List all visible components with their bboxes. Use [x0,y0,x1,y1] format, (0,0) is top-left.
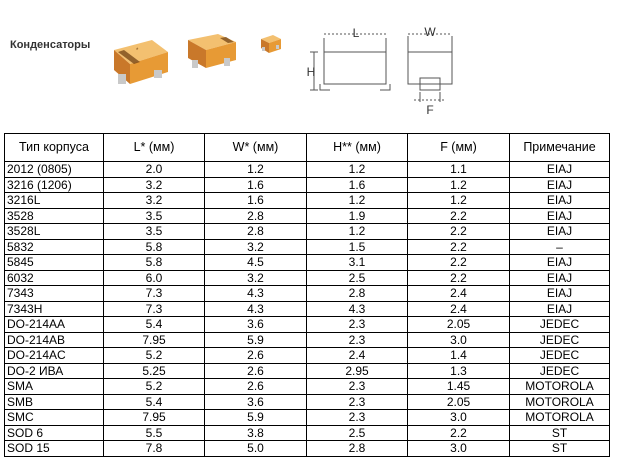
table-row [5,363,610,379]
cell-note: EIAJ [510,255,610,271]
cell-width: 3.2 [205,239,307,255]
svg-text:*: * [136,48,139,54]
cell-length: 5.5 [104,425,205,441]
cell-package: SOD 15 [5,441,104,457]
cell-package: SMC [5,410,104,426]
cell-package: 7343 [5,286,104,302]
cell-width: 4.5 [205,255,307,271]
table-row [5,224,610,240]
cell-height: 2.95 [307,363,408,379]
cell-length: 3.2 [104,177,205,193]
cell-height: 3.1 [307,255,408,271]
cell-note: EIAJ [510,177,610,193]
cell-package: DO-2 ИВА [5,363,104,379]
cell-length: 5.2 [104,348,205,364]
cell-note: JEDEC [510,363,610,379]
table-row [5,177,610,193]
cell-length: 7.95 [104,332,205,348]
cell-height: 4.3 [307,301,408,317]
table-row [5,286,610,302]
cell-package: SMB [5,394,104,410]
cell-height: 2.8 [307,286,408,302]
capacitor-photo-medium [184,30,240,74]
cell-height: 1.5 [307,239,408,255]
cell-footprint: 2.2 [408,208,510,224]
cell-note: EIAJ [510,286,610,302]
table-row [5,394,610,410]
cell-length: 7.3 [104,301,205,317]
cell-length: 7.8 [104,441,205,457]
cell-length: 6.0 [104,270,205,286]
cell-footprint: 2.2 [408,239,510,255]
cell-note: EIAJ [510,208,610,224]
cell-width: 5.9 [205,410,307,426]
cell-height: 1.9 [307,208,408,224]
table-row [5,239,610,255]
cell-package: 2012 (0805) [5,162,104,178]
column-header-length: L* (мм) [104,134,205,162]
cell-note: – [510,239,610,255]
cell-package: 5845 [5,255,104,271]
cell-package: 5832 [5,239,104,255]
cell-height: 1.2 [307,162,408,178]
cell-note: EIAJ [510,270,610,286]
table-row [5,301,610,317]
table-row [5,425,610,441]
cell-length: 5.4 [104,317,205,333]
cell-height: 2.8 [307,441,408,457]
cell-width: 3.6 [205,394,307,410]
cell-length: 5.2 [104,379,205,395]
dim-width-label: W [424,25,436,39]
cell-width: 2.6 [205,348,307,364]
cell-width: 3.2 [205,270,307,286]
cell-height: 1.2 [307,193,408,209]
cell-note: JEDEC [510,332,610,348]
cell-width: 5.0 [205,441,307,457]
cell-note: ST [510,441,610,457]
table-row [5,379,610,395]
cell-package: 3216L [5,193,104,209]
cell-package: SMA [5,379,104,395]
cell-footprint: 2.4 [408,301,510,317]
cell-footprint: 1.2 [408,177,510,193]
cell-footprint: 2.2 [408,425,510,441]
cell-width: 4.3 [205,301,307,317]
cell-footprint: 1.4 [408,348,510,364]
table-row [5,193,610,209]
dim-footprint-label: F [426,103,434,116]
cell-footprint: 1.1 [408,162,510,178]
cell-length: 3.5 [104,208,205,224]
cell-footprint: 2.2 [408,224,510,240]
cell-height: 2.4 [307,348,408,364]
table-row [5,255,610,271]
cell-height: 1.6 [307,177,408,193]
column-header-width: W* (мм) [205,134,307,162]
cell-footprint: 2.4 [408,286,510,302]
cell-footprint: 1.2 [408,193,510,209]
capacitor-photo-small [259,33,283,55]
cell-length: 5.4 [104,394,205,410]
cell-height: 2.5 [307,425,408,441]
table-row [5,208,610,224]
section-label: Конденсаторы [10,39,91,51]
table-row [5,410,610,426]
dim-length-label: L [352,26,360,40]
cell-height: 2.3 [307,332,408,348]
column-header-footprint: F (мм) [408,134,510,162]
cell-note: MOTOROLA [510,379,610,395]
cell-width: 2.8 [205,224,307,240]
cell-note: EIAJ [510,224,610,240]
column-header-package: Тип корпуса [5,134,104,162]
cell-package: DO-214AA [5,317,104,333]
table-row [5,441,610,457]
cell-height: 1.2 [307,224,408,240]
cell-note: EIAJ [510,162,610,178]
cell-package: DO-214AC [5,348,104,364]
column-header-note: Примечание [510,134,610,162]
cell-length: 2.0 [104,162,205,178]
cell-package: 7343H [5,301,104,317]
cell-height: 2.3 [307,317,408,333]
table-row [5,317,610,333]
cell-length: 7.3 [104,286,205,302]
cell-footprint: 3.0 [408,410,510,426]
cell-length: 3.2 [104,193,205,209]
cell-footprint: 1.3 [408,363,510,379]
cell-height: 2.3 [307,410,408,426]
column-header-height: H** (мм) [307,134,408,162]
illustration-area [0,0,618,126]
cell-footprint: 2.2 [408,270,510,286]
cell-height: 2.3 [307,379,408,395]
table-header-row [5,134,610,162]
table-row [5,162,610,178]
cell-note: JEDEC [510,348,610,364]
cell-package: 3528L [5,224,104,240]
cell-package: DO-214AB [5,332,104,348]
cell-note: EIAJ [510,193,610,209]
cell-footprint: 3.0 [408,441,510,457]
cell-package: 3216 (1206) [5,177,104,193]
cell-width: 2.8 [205,208,307,224]
cell-footprint: 3.0 [408,332,510,348]
cell-length: 5.25 [104,363,205,379]
cell-note: ST [510,425,610,441]
cell-height: 2.5 [307,270,408,286]
table-row [5,348,610,364]
cell-package: 6032 [5,270,104,286]
cell-length: 3.5 [104,224,205,240]
cell-footprint: 2.05 [408,317,510,333]
cell-note: MOTOROLA [510,394,610,410]
cell-width: 2.6 [205,379,307,395]
table-row [5,270,610,286]
cell-package: SOD 6 [5,425,104,441]
cell-width: 4.3 [205,286,307,302]
cell-note: MOTOROLA [510,410,610,426]
cell-height: 2.3 [307,394,408,410]
table-row [5,332,610,348]
cell-width: 1.6 [205,193,307,209]
cell-length: 7.95 [104,410,205,426]
cell-width: 1.6 [205,177,307,193]
package-dimensions-table [4,133,610,457]
cell-width: 1.2 [205,162,307,178]
cell-footprint: 2.2 [408,255,510,271]
cell-width: 5.9 [205,332,307,348]
cell-note: EIAJ [510,301,610,317]
dim-height-label: H [306,65,316,79]
cell-footprint: 2.05 [408,394,510,410]
cell-width: 3.8 [205,425,307,441]
cell-package: 3528 [5,208,104,224]
cell-width: 2.6 [205,363,307,379]
cell-note: JEDEC [510,317,610,333]
cell-width: 3.6 [205,317,307,333]
capacitor-photo-large [106,36,172,88]
cell-footprint: 1.45 [408,379,510,395]
dimension-drawing [306,18,468,116]
cell-length: 5.8 [104,255,205,271]
cell-length: 5.8 [104,239,205,255]
